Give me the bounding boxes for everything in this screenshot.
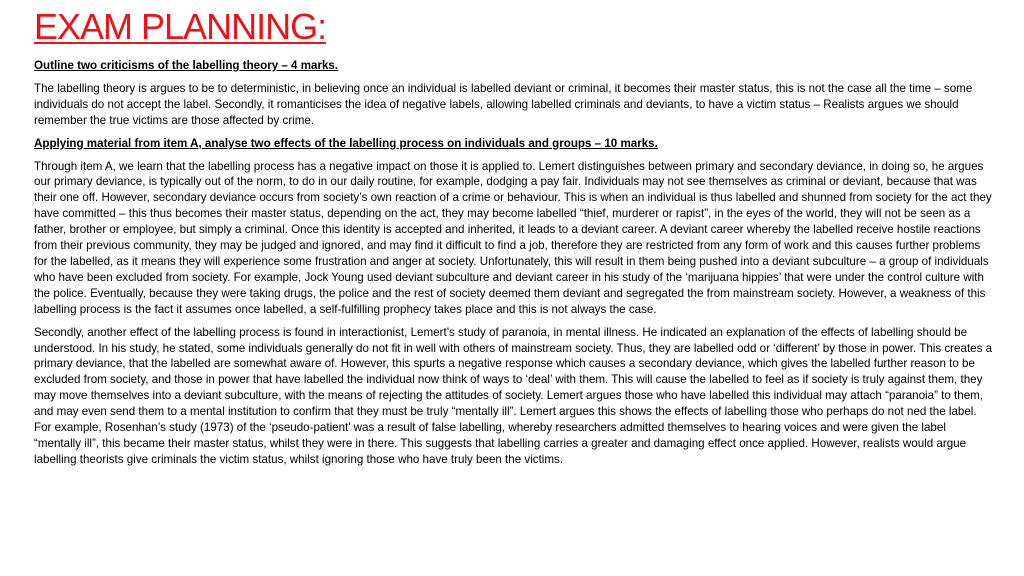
slide-body: [34, 58, 996, 475]
question-2-paragraph-2: Secondly, another effect of the labelling process is found in interactionist, Lemert’s study of paranoia, in mental illness. He indicated an explanation of the effects of labelling should be understood. In his study, he stated, some individuals generally do not fit in well with others of mainstream society. Thus, they are labelled odd or ‘different’ by those in power. This creates a primary deviance, that the labelled are somewhat aware of. However, this spurts a negative response which causes a secondary deviance, which gives the labelled further reason to be excluded from society, and those in power that have labelled the individual now think of ways to ‘deal’ with them. This will cause the labelled to feel as if society is truly against them, they may move themselves into a deviant subculture, with the means of rejecting the attitudes of society. Lemert argues those who have labelled this individual may attach “paranoia” to them, and may even send them to a mental institution to confirm that they must be truly “mentally ill”. Lemert argues this shows the effects of labelling those who perhaps do not ned the label. For example, Rosenhan’s study (1973) of the ‘pseudo-patient’ was a result of false labelling, whereby researchers admitted themselves to hearing voices and were given the label “mentally ill”, this became their master status, whilst they were in there. This suggests that labelling carries a greater and damaging effect once applied. However, realists would argue labelling theorists give criminals the victim status, whilst ignoring those who have truly been the victims.: [34, 325, 993, 466]
page-title: EXAM PLANNING:: [34, 6, 327, 47]
question-1-heading: Outline two criticisms of the labelling theory – 4 marks.: [34, 59, 339, 72]
question-2-heading: Applying material from item A, analyse two effects of the labelling process on individuals and groups – 10 marks.: [34, 136, 658, 150]
question-2-paragraph-1: Through item A, we learn that the labelling process has a negative impact on those it is applied to. Lemert distinguishes between primary and secondary deviance, in doing so, he argues our primary deviance, is typically out of the norm, to do in our daily routine, for example, dodging a pay fair. Individuals may not see themselves as criminal or deviant, because that was their one off. However, secondary deviance occurs from society’s own reaction of a crime or behaviour. This is when an individual is thus labelled and shunned from society for the act they have committed – this thus becomes their master status, depending on the act, they may become labelled “thief, murderer or rapist”, in the eyes of the world, they will not be seen as a father, brother or employee, but simply a criminal. Once this identity is accepted and inherited, it leads to a deviant career. A deviant career whereby the labelled receive hostile reactions from their previous community, they may be judged and ignored, and may find it difficult to find a job, therefore they are restricted from any form of work and this causes further problems for the labelled, as it means they will experience some frustration and anger at society. Unfortunately, this will result in them being pushed into a deviant subculture – a group of individuals who have been excluded from society. For example, Jock Young used deviant subculture and deviant career in his study of the ‘marijuana hippies’ that were under the control culture with the police. Eventually, because they were taking drugs, the police and the rest of society deemed them deviant and segregated the from mainstream society. However, a weakness of this labelling process is the fact it assumes once labelled, a self-fulfilling prophecy takes place and this is not always the case.: [34, 159, 992, 316]
question-1-answer: The labelling theory is argues to be to deterministic, in believing once an individual is labelled deviant or criminal, it becomes their master status, this is not the case all the time – some individuals do not accept the label. Secondly, it romanticises the idea of negative labels, allowing labelled criminals and deviants, to have a victim status – Realists argues we should remember the true victims are those affected by crime.: [34, 81, 973, 127]
